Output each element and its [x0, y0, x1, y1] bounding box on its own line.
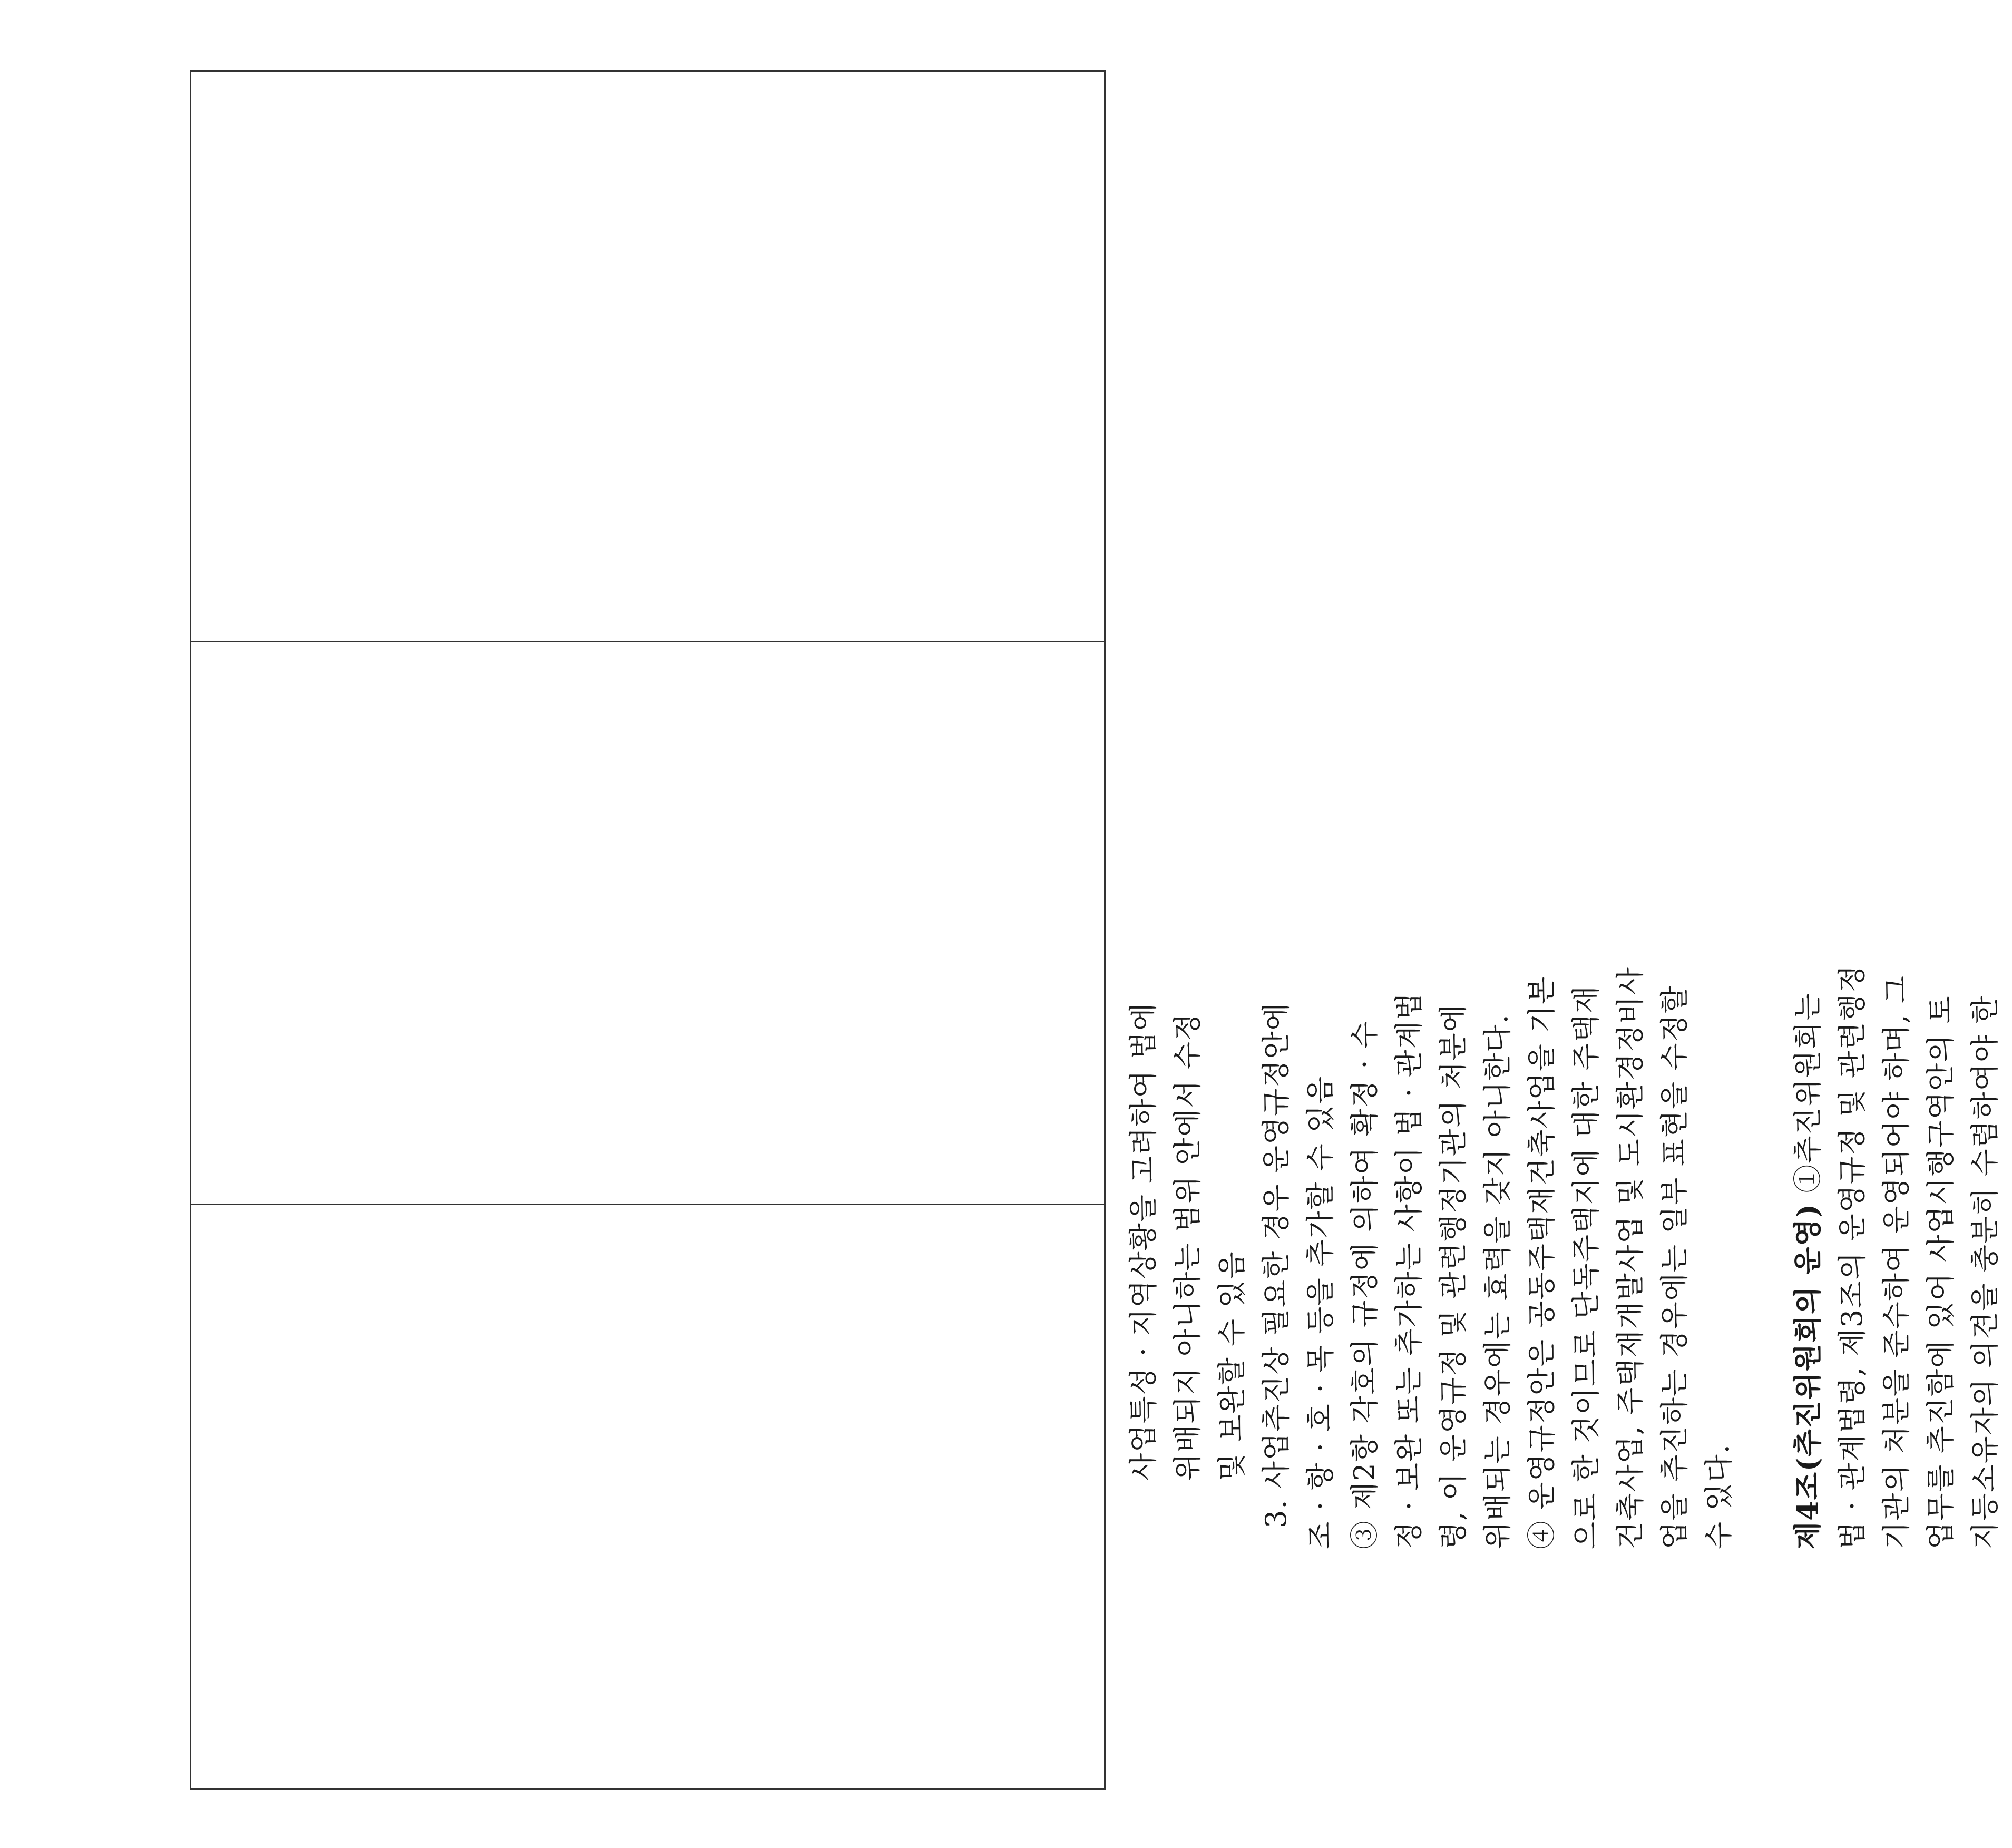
- text-line: 지등소유자의 의견을 충분히 수렴하여야 한: [1968, 995, 2001, 1549]
- text-line: ④ 운영규정안은 공동주택재건축사업을 기본: [1525, 975, 1558, 1549]
- text-line: 으로 한 것이므로 단독주택지에 대한 주택재: [1569, 985, 1603, 1549]
- article-4-title: 제4조(추진위원회의 운영): [1791, 1202, 1824, 1549]
- article-4-first-line-rest: ①추진위원회는: [1791, 992, 1824, 1203]
- text-line: ③ 제2항 각호의 규정에 의하여 확정 · 수: [1348, 1020, 1381, 1549]
- text-column: [1106, 0, 2012, 1570]
- article-4-first-line: [1785, 0, 1830, 1549]
- text-line: 령, 이 운영규정 및 관련행정기관의 처분에: [1437, 1003, 1470, 1549]
- text-line: 업을 추진하는 경우에는 일부 표현을 수정할: [1658, 985, 1691, 1549]
- text-line: 업무를 추진함에 있어 사업시행구역안의 토: [1924, 995, 1957, 1549]
- paragraph-gap: [1741, 0, 1785, 1549]
- page-frame: [190, 70, 1106, 1790]
- text-line: 3. 사업추진상 필요한 경우 운영규정안에: [1259, 1002, 1293, 1528]
- text-line: 수 있다.: [1702, 1443, 1735, 1549]
- text-line: 건축사업, 주택재개발사업 및 도시환경정비사: [1614, 966, 1647, 1549]
- text-line: 위배되지 아니하는 범위 안에서 수정: [1171, 1012, 1204, 1481]
- text-line: 정 · 보완 또는 추가하는 사항이 법 · 관계법: [1392, 991, 1425, 1549]
- text-line: 위배되는 경우에는 효력을 갖지 아니한다.: [1481, 1013, 1514, 1549]
- column-divider-2: [190, 1204, 1106, 1205]
- text-line: 법 · 관계법령, 제3조의 운영규정 및 관련행정: [1835, 964, 1869, 1549]
- text-line: 및 보완할 수 있음: [1215, 1250, 1248, 1481]
- text-line: 사업특성 · 지역상황을 고려하여 법에: [1127, 1002, 1160, 1481]
- column-divider-1: [190, 641, 1106, 642]
- text-line: 조 · 항 · 호 · 목 등을 추가할 수 있음: [1304, 1075, 1337, 1549]
- text-line: 기관의 처분을 준수하여 운영되어야 하며, 그: [1880, 975, 1913, 1549]
